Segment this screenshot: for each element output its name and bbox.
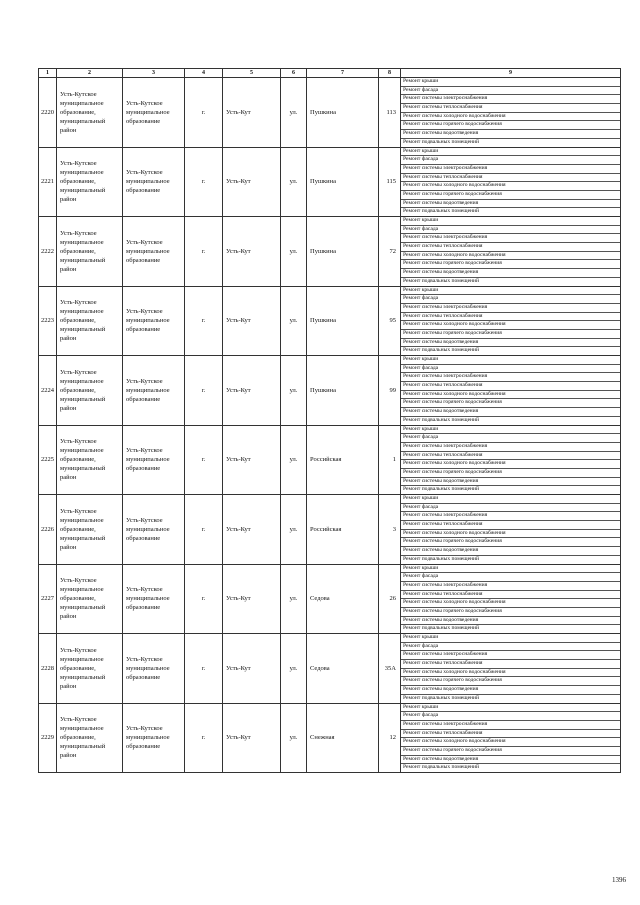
house-cell: 35А xyxy=(379,634,401,704)
street-type-cell: ул. xyxy=(281,634,307,704)
work-item: Ремонт фасада xyxy=(401,87,620,96)
work-item: Ремонт системы водоотведения xyxy=(401,269,620,278)
work-item: Ремонт фасада xyxy=(401,226,620,235)
work-item: Ремонт системы холодного водоснабжения xyxy=(401,669,620,678)
work-item: Ремонт системы электроснабжения xyxy=(401,95,620,104)
work-item: Ремонт фасада xyxy=(401,643,620,652)
settlement-cell: Усть-Кут xyxy=(223,425,281,495)
settlement-type-cell: г. xyxy=(185,564,223,634)
table-body xyxy=(39,78,621,773)
district-cell: Усть-Кутское муниципальное образование, муниципальный район xyxy=(57,78,123,148)
settlement-cell: Усть-Кут xyxy=(223,286,281,356)
work-item: Ремонт системы водоотведения xyxy=(401,130,620,139)
work-item: Ремонт подвальных помещений xyxy=(403,625,480,632)
work-item: Ремонт системы электроснабжения xyxy=(401,582,620,591)
municipality-cell: Усть-Кутское муниципальное образование xyxy=(123,78,185,148)
street-cell: Пушкина xyxy=(307,217,379,287)
work-item: Ремонт системы холодного водоснабжения xyxy=(401,460,620,469)
table-row xyxy=(39,356,621,426)
table-row xyxy=(39,703,621,773)
settlement-cell: Усть-Кут xyxy=(223,564,281,634)
settlement-cell: Усть-Кут xyxy=(223,634,281,704)
row-number-cell: 2223 xyxy=(39,286,57,356)
street-cell: Российская xyxy=(307,425,379,495)
work-item: Ремонт системы водоотведения xyxy=(401,756,620,765)
settlement-cell: Усть-Кут xyxy=(223,495,281,565)
work-item: Ремонт системы холодного водоснабжения xyxy=(401,113,620,122)
house-cell: 12 xyxy=(379,703,401,773)
municipality-cell: Усть-Кутское муниципальное образование xyxy=(123,634,185,704)
work-item: Ремонт системы теплоснабжения xyxy=(401,730,620,739)
work-item: Ремонт системы водоотведения xyxy=(401,408,620,417)
work-item: Ремонт системы электроснабжения xyxy=(401,721,620,730)
settlement-type-cell: г. xyxy=(185,217,223,287)
settlement-cell: Усть-Кут xyxy=(223,703,281,773)
house-cell: 3 xyxy=(379,495,401,565)
page-number: 1396 xyxy=(612,876,626,884)
street-type-cell: ул. xyxy=(281,78,307,148)
street-cell: Пушкина xyxy=(307,356,379,426)
work-item: Ремонт системы водоотведения xyxy=(401,686,620,695)
settlement-type-cell: г. xyxy=(185,703,223,773)
street-type-cell: ул. xyxy=(281,356,307,426)
header-cell: 3 xyxy=(123,69,185,78)
district-cell: Усть-Кутское муниципальное образование, муниципальный район xyxy=(57,425,123,495)
work-item: Ремонт крыши xyxy=(401,634,620,643)
table-row xyxy=(39,78,621,148)
work-item: Ремонт подвальных помещений xyxy=(403,416,480,423)
municipality-cell: Усть-Кутское муниципальное образование xyxy=(123,286,185,356)
district-cell: Усть-Кутское муниципальное образование, муниципальный район xyxy=(57,286,123,356)
work-item: Ремонт системы горячего водоснабжения xyxy=(401,330,620,339)
table-row xyxy=(39,425,621,495)
work-item: Ремонт системы электроснабжения xyxy=(401,234,620,243)
work-item: Ремонт системы горячего водоснабжения xyxy=(401,399,620,408)
works-cell xyxy=(401,564,621,634)
work-item: Ремонт системы горячего водоснабжения xyxy=(401,191,620,200)
work-item: Ремонт подвальных помещений xyxy=(403,764,480,771)
work-item: Ремонт подвальных помещений xyxy=(403,208,480,215)
settlement-type-cell: г. xyxy=(185,78,223,148)
municipality-cell: Усть-Кутское муниципальное образование xyxy=(123,217,185,287)
work-item: Ремонт крыши xyxy=(401,217,620,226)
work-item: Ремонт подвальных помещений xyxy=(403,347,480,354)
table-row xyxy=(39,147,621,217)
street-type-cell: ул. xyxy=(281,217,307,287)
settlement-type-cell: г. xyxy=(185,425,223,495)
district-cell: Усть-Кутское муниципальное образование, муниципальный район xyxy=(57,356,123,426)
work-item: Ремонт крыши xyxy=(401,78,620,87)
work-item: Ремонт системы электроснабжения xyxy=(401,443,620,452)
header-cell: 5 xyxy=(223,69,281,78)
work-item: Ремонт подвальных помещений xyxy=(403,277,480,284)
district-cell: Усть-Кутское муниципальное образование, муниципальный район xyxy=(57,495,123,565)
work-item: Ремонт крыши xyxy=(401,287,620,296)
street-cell: Седова xyxy=(307,564,379,634)
street-cell: Седова xyxy=(307,634,379,704)
work-item: Ремонт системы горячего водоснабжения xyxy=(401,538,620,547)
work-item: Ремонт системы теплоснабжения xyxy=(401,313,620,322)
work-item: Ремонт системы холодного водоснабжения xyxy=(401,391,620,400)
work-item: Ремонт системы холодного водоснабжения xyxy=(401,599,620,608)
work-item: Ремонт системы электроснабжения xyxy=(401,304,620,313)
header-cell: 1 xyxy=(39,69,57,78)
work-item: Ремонт системы горячего водоснабжения xyxy=(401,260,620,269)
district-cell: Усть-Кутское муниципальное образование, муниципальный район xyxy=(57,703,123,773)
district-cell: Усть-Кутское муниципальное образование, муниципальный район xyxy=(57,564,123,634)
work-item: Ремонт крыши xyxy=(401,495,620,504)
settlement-cell: Усть-Кут xyxy=(223,147,281,217)
work-item: Ремонт фасада xyxy=(401,573,620,582)
work-item: Ремонт системы водоотведения xyxy=(401,339,620,348)
work-item: Ремонт фасада xyxy=(401,504,620,513)
work-item: Ремонт системы теплоснабжения xyxy=(401,452,620,461)
municipality-cell: Усть-Кутское муниципальное образование xyxy=(123,147,185,217)
table-row xyxy=(39,286,621,356)
street-cell: Пушкина xyxy=(307,78,379,148)
work-item: Ремонт системы водоотведения xyxy=(401,200,620,209)
work-item: Ремонт системы холодного водоснабжения xyxy=(401,321,620,330)
house-cell: 95 xyxy=(379,286,401,356)
house-cell: 72 xyxy=(379,217,401,287)
street-type-cell: ул. xyxy=(281,147,307,217)
street-cell: Снежная xyxy=(307,703,379,773)
table-row xyxy=(39,634,621,704)
municipality-cell: Усть-Кутское муниципальное образование xyxy=(123,703,185,773)
work-item: Ремонт системы холодного водоснабжения xyxy=(401,738,620,747)
settlement-cell: Усть-Кут xyxy=(223,356,281,426)
row-number-cell: 2229 xyxy=(39,703,57,773)
street-cell: Пушкина xyxy=(307,286,379,356)
works-cell xyxy=(401,217,621,287)
header-cell: 7 xyxy=(307,69,379,78)
house-cell: 115 xyxy=(379,147,401,217)
work-item: Ремонт системы электроснабжения xyxy=(401,651,620,660)
district-cell: Усть-Кутское муниципальное образование, муниципальный район xyxy=(57,634,123,704)
work-item: Ремонт системы электроснабжения xyxy=(401,512,620,521)
table-row xyxy=(39,495,621,565)
work-item: Ремонт фасада xyxy=(401,434,620,443)
work-item: Ремонт системы горячего водоснабжения xyxy=(401,747,620,756)
house-cell: 113 xyxy=(379,78,401,148)
settlement-cell: Усть-Кут xyxy=(223,78,281,148)
work-item: Ремонт крыши xyxy=(401,148,620,157)
work-item: Ремонт крыши xyxy=(401,426,620,435)
work-item: Ремонт крыши xyxy=(401,704,620,713)
work-item: Ремонт системы теплоснабжения xyxy=(401,104,620,113)
table-row xyxy=(39,217,621,287)
work-item: Ремонт фасада xyxy=(401,295,620,304)
settlement-cell: Усть-Кут xyxy=(223,217,281,287)
house-cell: 99 xyxy=(379,356,401,426)
municipality-cell: Усть-Кутское муниципальное образование xyxy=(123,425,185,495)
work-item: Ремонт системы теплоснабжения xyxy=(401,591,620,600)
row-number-cell: 2227 xyxy=(39,564,57,634)
works-cell xyxy=(401,425,621,495)
street-cell: Пушкина xyxy=(307,147,379,217)
street-type-cell: ул. xyxy=(281,286,307,356)
work-item: Ремонт системы горячего водоснабжения xyxy=(401,677,620,686)
settlement-type-cell: г. xyxy=(185,495,223,565)
header-cell: 9 xyxy=(401,69,621,78)
house-cell: 26 xyxy=(379,564,401,634)
settlement-type-cell: г. xyxy=(185,634,223,704)
works-cell xyxy=(401,703,621,773)
header-cell: 6 xyxy=(281,69,307,78)
municipality-cell: Усть-Кутское муниципальное образование xyxy=(123,564,185,634)
table-row xyxy=(39,564,621,634)
row-number-cell: 2222 xyxy=(39,217,57,287)
work-item: Ремонт фасада xyxy=(401,712,620,721)
works-cell xyxy=(401,634,621,704)
work-item: Ремонт фасада xyxy=(401,156,620,165)
works-cell xyxy=(401,286,621,356)
header-cell: 4 xyxy=(185,69,223,78)
district-cell: Усть-Кутское муниципальное образование, муниципальный район xyxy=(57,147,123,217)
work-item: Ремонт системы водоотведения xyxy=(401,547,620,556)
work-item: Ремонт системы горячего водоснабжения xyxy=(401,469,620,478)
row-number-cell: 2228 xyxy=(39,634,57,704)
work-item: Ремонт крыши xyxy=(401,356,620,365)
work-item: Ремонт системы холодного водоснабжения xyxy=(401,182,620,191)
header-cell: 8 xyxy=(379,69,401,78)
work-item: Ремонт системы теплоснабжения xyxy=(401,243,620,252)
work-item: Ремонт крыши xyxy=(401,565,620,574)
row-number-cell: 2220 xyxy=(39,78,57,148)
row-number-cell: 2225 xyxy=(39,425,57,495)
work-item: Ремонт подвальных помещений xyxy=(403,555,480,562)
work-item: Ремонт подвальных помещений xyxy=(403,694,480,701)
work-item: Ремонт системы теплоснабжения xyxy=(401,660,620,669)
works-cell xyxy=(401,78,621,148)
work-item: Ремонт системы электроснабжения xyxy=(401,373,620,382)
district-cell: Усть-Кутское муниципальное образование, муниципальный район xyxy=(57,217,123,287)
work-item: Ремонт системы теплоснабжения xyxy=(401,174,620,183)
row-number-cell: 2221 xyxy=(39,147,57,217)
row-number-cell: 2224 xyxy=(39,356,57,426)
work-item: Ремонт системы холодного водоснабжения xyxy=(401,530,620,539)
work-item: Ремонт системы теплоснабжения xyxy=(401,521,620,530)
header-cell: 2 xyxy=(57,69,123,78)
work-item: Ремонт системы горячего водоснабжения xyxy=(401,608,620,617)
works-cell xyxy=(401,356,621,426)
settlement-type-cell: г. xyxy=(185,147,223,217)
street-cell: Российская xyxy=(307,495,379,565)
work-item: Ремонт подвальных помещений xyxy=(403,138,480,145)
street-type-cell: ул. xyxy=(281,564,307,634)
settlement-type-cell: г. xyxy=(185,356,223,426)
street-type-cell: ул. xyxy=(281,425,307,495)
settlement-type-cell: г. xyxy=(185,286,223,356)
work-item: Ремонт подвальных помещений xyxy=(403,486,480,493)
municipality-cell: Усть-Кутское муниципальное образование xyxy=(123,495,185,565)
works-table xyxy=(38,68,621,773)
header-row xyxy=(39,69,621,78)
street-type-cell: ул. xyxy=(281,495,307,565)
work-item: Ремонт фасада xyxy=(401,365,620,374)
work-item: Ремонт системы водоотведения xyxy=(401,617,620,626)
work-item: Ремонт системы водоотведения xyxy=(401,478,620,487)
row-number-cell: 2226 xyxy=(39,495,57,565)
municipality-cell: Усть-Кутское муниципальное образование xyxy=(123,356,185,426)
works-cell xyxy=(401,495,621,565)
street-type-cell: ул. xyxy=(281,703,307,773)
work-item: Ремонт системы электроснабжения xyxy=(401,165,620,174)
works-cell xyxy=(401,147,621,217)
work-item: Ремонт системы холодного водоснабжения xyxy=(401,252,620,261)
work-item: Ремонт системы теплоснабжения xyxy=(401,382,620,391)
house-cell: 1 xyxy=(379,425,401,495)
work-item: Ремонт системы горячего водоснабжения xyxy=(401,121,620,130)
